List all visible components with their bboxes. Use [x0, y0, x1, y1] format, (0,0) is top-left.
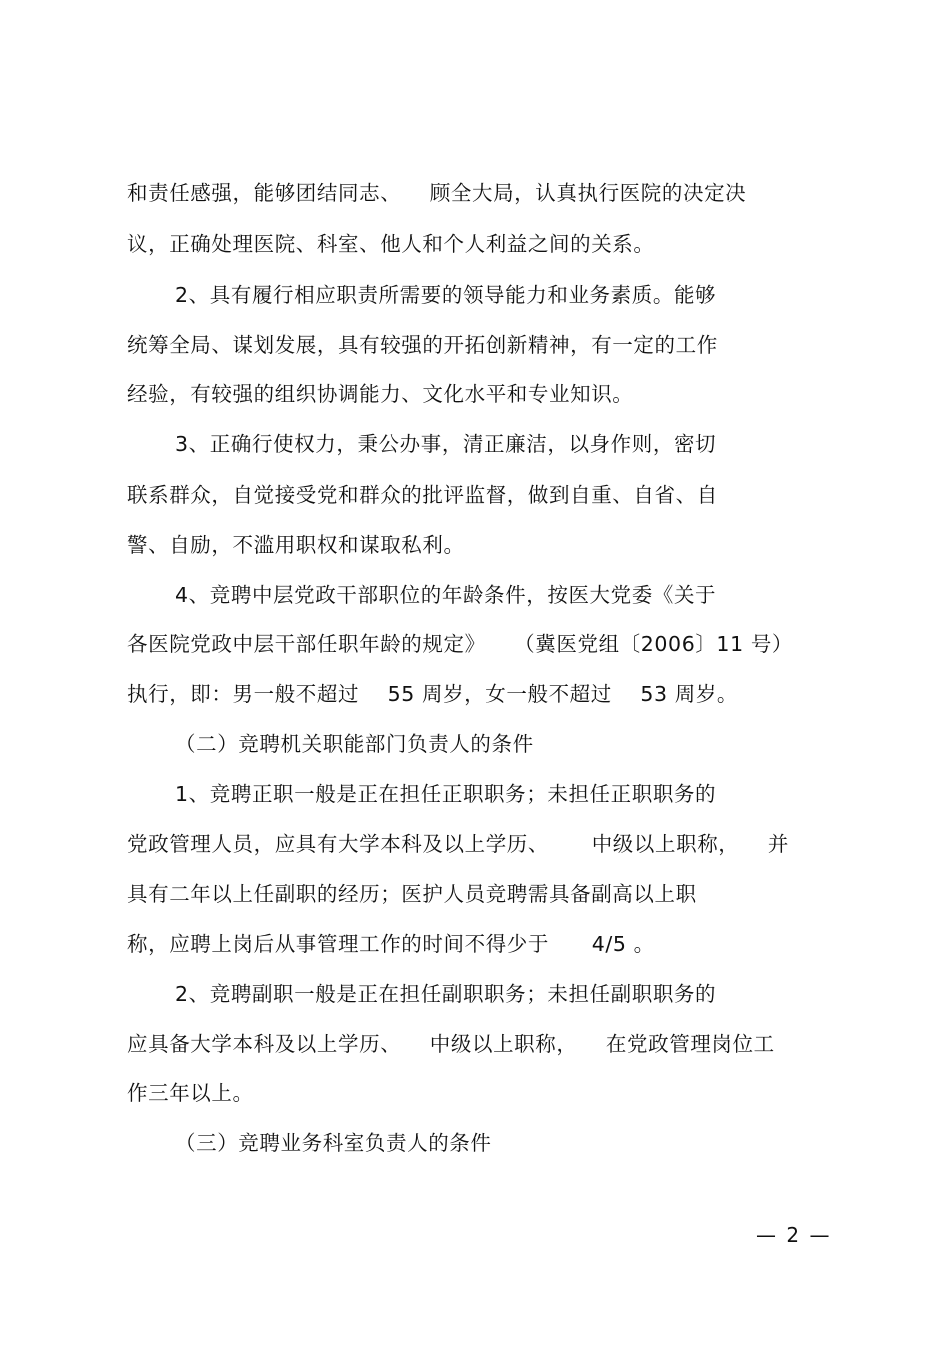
text-line: 联系群众，自觉接受党和群众的批评监督，做到自重、自省、自: [127, 483, 718, 507]
text-line: 经验，有较强的组织协调能力、文化水平和专业知识。: [127, 382, 634, 406]
paragraph-start-line: 3、正确行使权力，秉公办事，清正廉洁，以身作则，密切: [175, 432, 717, 456]
page-number: — 2 —: [756, 1223, 832, 1247]
text-line: 应具备大学本科及以上学历、 中级以上职称， 在党政管理岗位工: [127, 1032, 775, 1056]
text-line: 各医院党政中层干部任职年龄的规定》 （冀医党组〔2006〕11 号）: [127, 632, 794, 656]
text-line: 称，应聘上岗后从事管理工作的时间不得少于 4/5 。: [127, 932, 655, 956]
paragraph-start-line: 4、竞聘中层党政干部职位的年龄条件，按医大党委《关于: [175, 583, 717, 607]
text-line: 作三年以上。: [127, 1081, 254, 1105]
text-line: 党政管理人员，应具有大学本科及以上学历、 中级以上职称， 并: [127, 832, 789, 856]
section-heading: （三）竞聘业务科室负责人的条件: [175, 1131, 492, 1155]
section-heading: （二）竞聘机关职能部门负责人的条件: [175, 732, 534, 756]
text-line: 警、自励，不滥用职权和谋取私利。: [127, 533, 465, 557]
text-line: 具有二年以上任副职的经历；医护人员竞聘需具备副高以上职: [127, 882, 697, 906]
paragraph-start-line: 1、竞聘正职一般是正在担任正职职务；未担任正职职务的: [175, 782, 717, 806]
paragraph-start-line: 2、竞聘副职一般是正在担任副职职务；未担任副职职务的: [175, 982, 717, 1006]
text-line: 和责任感强，能够团结同志、 顾全大局，认真执行医院的决定决: [127, 181, 747, 205]
text-line: 统筹全局、谋划发展，具有较强的开拓创新精神，有一定的工作: [127, 333, 718, 357]
text-line: 议，正确处理医院、科室、他人和个人利益之间的关系。: [127, 232, 655, 256]
text-line: 执行，即：男一般不超过 55 周岁，女一般不超过 53 周岁。: [127, 682, 739, 706]
paragraph-start-line: 2、具有履行相应职责所需要的领导能力和业务素质。能够: [175, 283, 717, 307]
